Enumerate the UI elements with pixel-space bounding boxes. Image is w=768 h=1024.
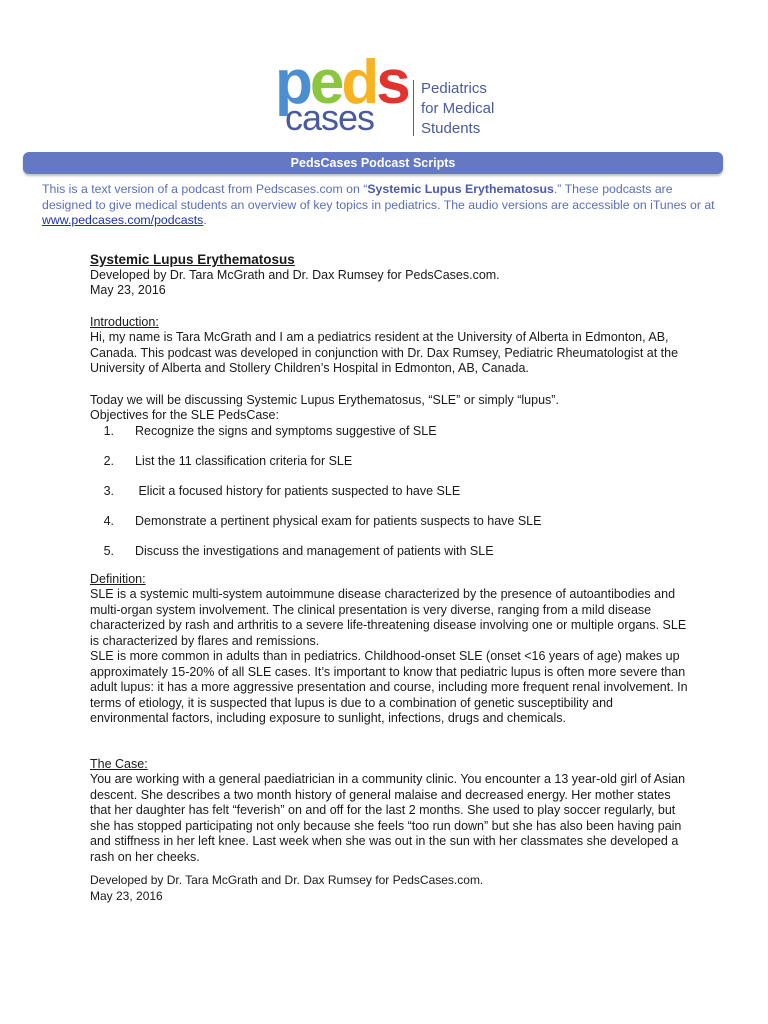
case-text: You are working with a general paediatrician in a community clinic. You encounter a 13 year-old girl of Asian descent. She describes a two month history of general malaise and decreased energy. Her mother states that her daughter has felt “feverish” on and off for the last 2 months. She used to play soccer regularly, but she has stopped participating not only because she feels “too run down” but she has also been having pain and stiffness in her left knee. Last week when she was out in the sun with her classmates she developed a rash on her cheeks. (90, 772, 686, 864)
note-topic: Systemic Lupus Erythematosus (367, 182, 554, 196)
footer-date: May 23, 2016 (90, 888, 163, 903)
objectives-lead: Objectives for the SLE PedsCase: (90, 408, 279, 422)
list-item: 5. Discuss the investigations and management of patients with SLE (103, 543, 494, 558)
list-item: 3. Elicit a focused history for patients suspected to have SLE (103, 483, 461, 498)
today-text: Today we will be discussing Systemic Lupus Erythematosus, “SLE” or simply “lupus”. (90, 392, 559, 407)
pedscases-logo (275, 50, 505, 138)
footer-byline: Developed by Dr. Tara McGrath and Dr. Dax Rumsey for PedsCases.com. (90, 873, 484, 887)
introduction-heading: Introduction: (90, 314, 159, 329)
document-title: Systemic Lupus Erythematosus (90, 252, 295, 267)
objectives-list (90, 424, 690, 564)
podcasts-link[interactable]: www.pedcases.com/podcasts (42, 213, 204, 227)
list-item: 4. Demonstrate a pertinent physical exam for patients suspects to have SLE (103, 513, 542, 528)
date: May 23, 2016 (90, 283, 166, 297)
logo-divider (413, 80, 414, 136)
definition-heading: Definition: (90, 571, 146, 586)
document-body (90, 252, 690, 904)
case-heading: The Case: (90, 756, 148, 771)
logo-word-cases: cases (285, 97, 375, 138)
header-banner: PedsCases Podcast Scripts (23, 152, 723, 174)
list-item: 1. Recognize the signs and symptoms suggestive of SLE (103, 423, 437, 438)
logo-tagline: Pediatrics for Medical Students (421, 80, 495, 137)
definition-paragraph-2: SLE is more common in adults than in pediatrics. Childhood-onset SLE (onset <16 years of age) makes up approximately 15-20% of all SLE cases. It’s important to know that pediatric lupus is often more severe than adult lupus: it has a more aggressive presentation and course, including more frequent renal involvement. In terms of etiology, it is suspected that lupus is due to a combination of genetic susceptibility and environmental factors, including exposure to sunlight, infections, drugs and chemicals. (90, 649, 688, 725)
introduction-text: Hi, my name is Tara McGrath and I am a pediatrics resident at the University of Alberta in Edmonton, AB, Canada. This podcast was developed in conjunction with Dr. Dax Rumsey, Pediatric Rheumatologist at the University of Alberta and Stollery Children’s Hospital in Edmonton, AB, Canada. (90, 330, 679, 375)
list-item: 2. List the 11 classification criteria for SLE (103, 453, 353, 468)
byline: Developed by Dr. Tara McGrath and Dr. Dax Rumsey for PedsCases.com. (90, 267, 500, 282)
logo-word-peds: peds (275, 48, 408, 117)
definition-paragraph-1: SLE is a systemic multi-system autoimmune disease characterized by the presence of autoantibodies and multi-organ system involvement. The clinical presentation is very diverse, ranging from a mild disease characterized by rash and arthritis to a severe life-threatening disease involving one or multiple organs. SLE is characterized by flares and remissions. (90, 587, 687, 648)
podcast-note: This is a text version of a podcast from Pedscases.com on “Systemic Lupus Erythematosus.” These podcasts are designed to give medical students an overview of key topics in pediatrics. The audio versions are accessible on iTunes or at www.pedcases.com/podcasts. (42, 182, 715, 227)
